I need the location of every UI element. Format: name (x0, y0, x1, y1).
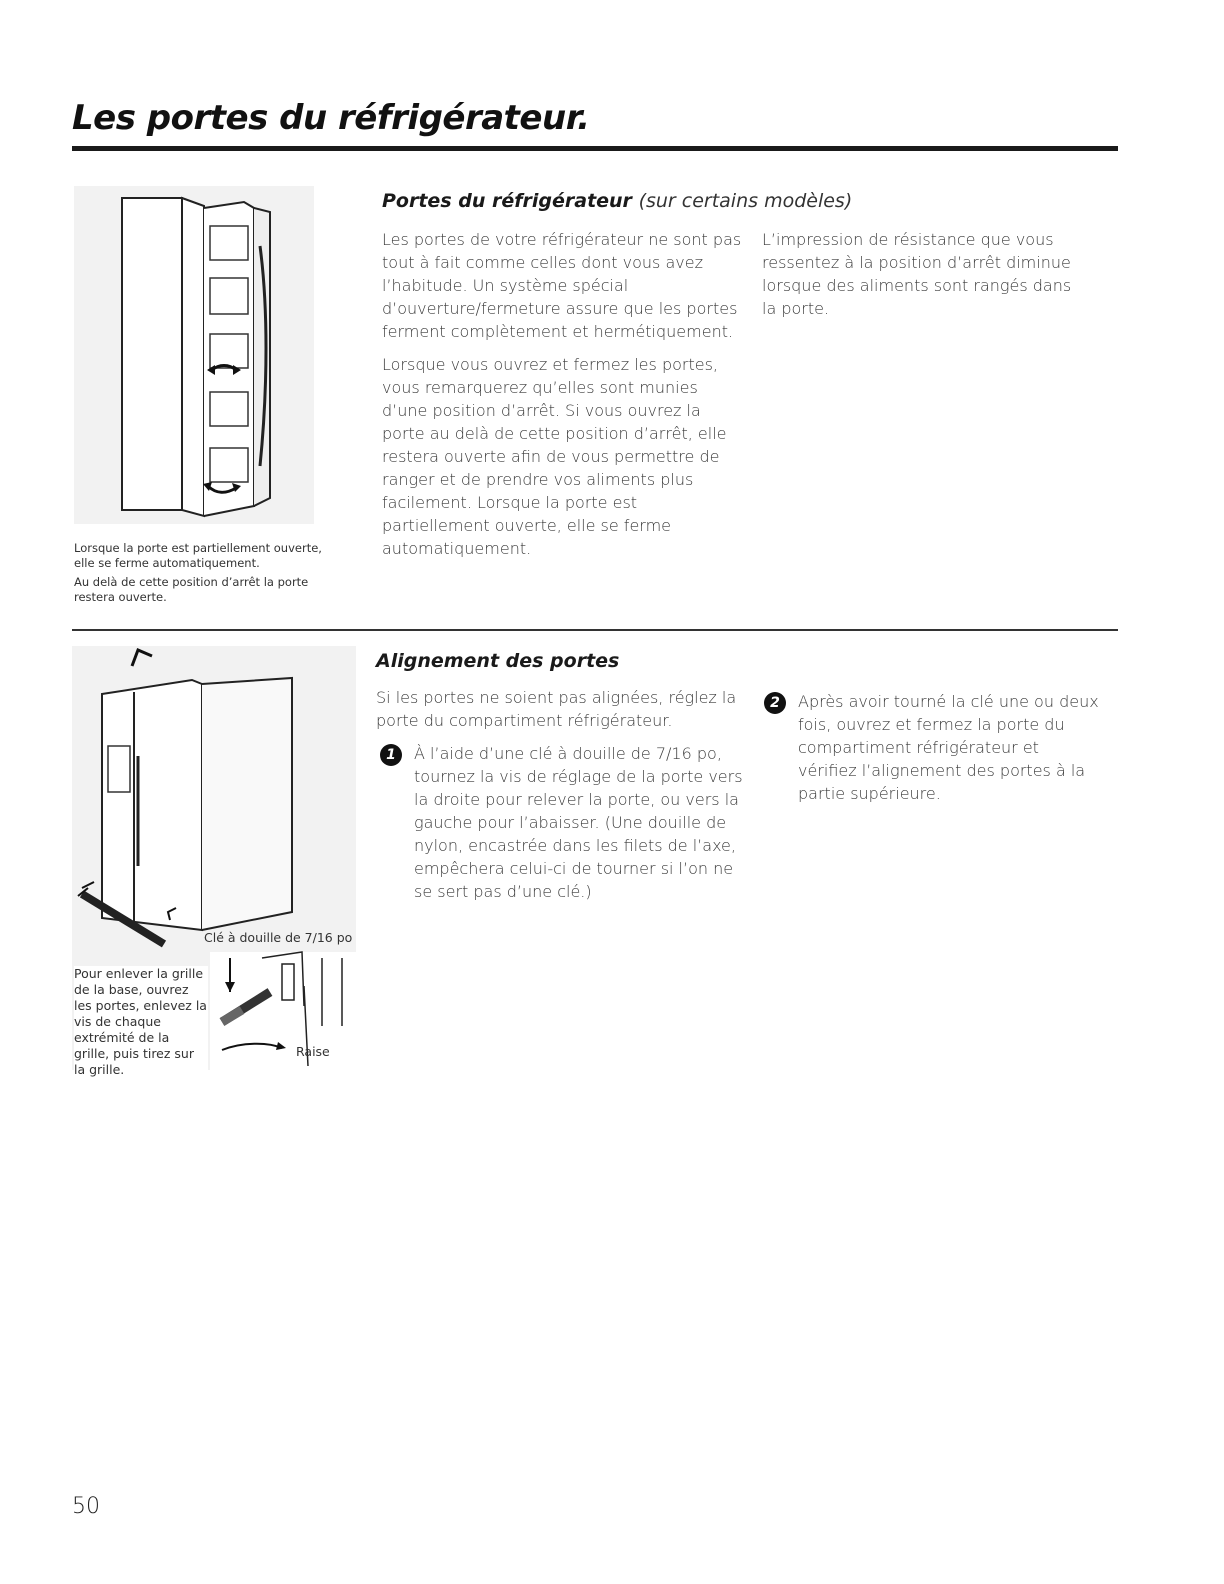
step-2-number: 2 (764, 692, 786, 714)
page-title: Les portes du réfrigérateur. (72, 98, 590, 138)
figure-caption-partial: Lorsque la porte est partiellement ouverte, elle se ferme automatiquement. (74, 541, 322, 570)
figure-caption-open: Au delà de cette position d’arrêt la porte restera ouverte. (74, 575, 309, 604)
section1-column-2 (762, 228, 1074, 330)
step-1-text: À l’aide d’une clé à douille de 7/16 po, tournez la vis de réglage de la porte vers la droite pour relever la porte, ou vers la gauche pour l’abaisser. (Une douille de nylon, encastrée dans les filets de l’axe, empêchera celui-ci de tourner si l’on ne se sert pas d’une clé.) (414, 744, 743, 901)
section2-column-2 (760, 690, 1100, 815)
step-1 (376, 742, 746, 903)
section-title-text: Portes du réfrigérateur (382, 190, 632, 212)
step-2 (760, 690, 1100, 805)
section-divider (72, 629, 1118, 631)
grille-removal-label: Pour enlever la grille de la base, ouvrez les portes, enlevez la vis de chaque extrémité de la grille, puis tirez sur la grille. (74, 966, 207, 1077)
section-title-portes (382, 190, 852, 212)
step-2-text: Après avoir tourné la clé une ou deux fois, ouvrez et fermez la porte du compartiment réfrigérateur et vérifiez l’alignement des portes à la partie supérieure. (798, 692, 1099, 803)
page-number: 50 (72, 1494, 100, 1519)
section-subtitle: (sur certains modèles) (638, 190, 853, 212)
step-1-number: 1 (380, 744, 402, 766)
paragraph: L’impression de résistance que vous ressentez à la position d’arrêt diminue lorsque des aliments sont rangés dans la porte. (762, 230, 1072, 318)
wrench-size-label: Clé à douille de 7/16 po (204, 930, 353, 945)
section1-column-1 (382, 228, 742, 570)
open-door-illustration (74, 186, 314, 524)
raise-label: Raise (296, 1044, 330, 1059)
section2-column-1 (376, 686, 746, 913)
door-figure (74, 186, 314, 524)
paragraph: Les portes de votre réfrigérateur ne sont pas tout à fait comme celles dont vous avez l’habitude. Un système spécial d’ouverture/fermeture assure que les portes ferment complètement et hermétiquement. (382, 230, 742, 341)
alignment-intro: Si les portes ne soient pas alignées, réglez la porte du compartiment réfrigérateur. (376, 688, 737, 730)
paragraph: Lorsque vous ouvrez et fermez les portes, vous remarquerez qu’elles sont munies d’une position d’arrêt. Si vous ouvrez la porte au delà de cette position d’arrêt, elle restera ouverte afin de vous permettre de ranger et de prendre vos aliments plus facilement. Lorsque la porte est partiellement ouverte, elle se ferme automatiquement. (382, 355, 727, 558)
alignment-figure (72, 646, 356, 1077)
section-title-alignement: Alignement des portes (376, 650, 620, 672)
title-divider (72, 146, 1118, 151)
